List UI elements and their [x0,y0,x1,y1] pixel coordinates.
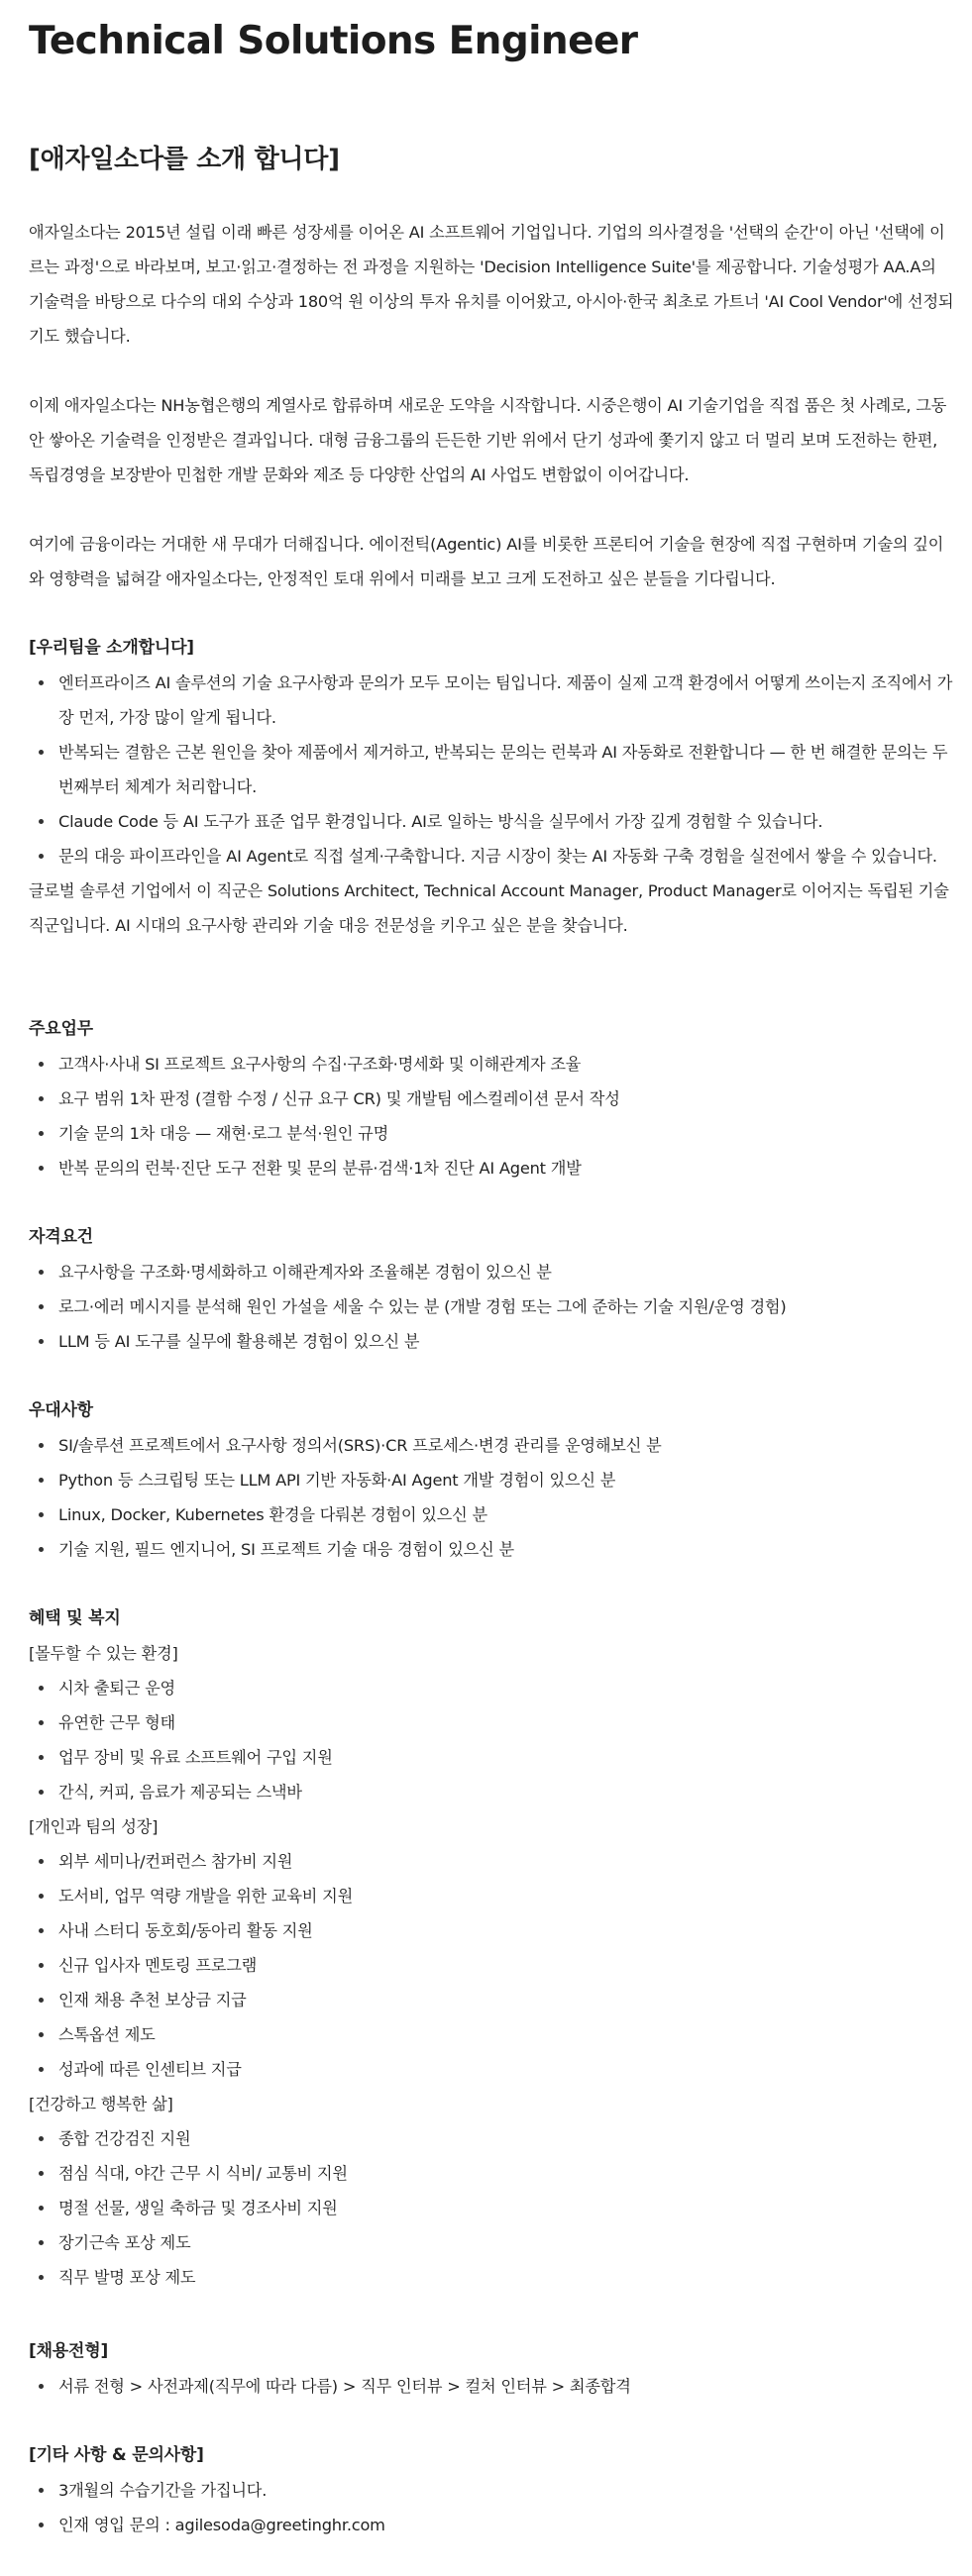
list-item: 서류 전형 > 사전과제(직무에 따라 다름) > 직무 인터뷰 > 컬처 인터뷰 > 최종합격 [29,2369,955,2404]
intro-paragraph [29,215,955,354]
list-item: Claude Code 등 AI 도구가 표준 업무 환경입니다. AI로 일하는 방식을 실무에서 가장 깊게 경험할 수 있습니다. [29,804,955,839]
etc-section [29,2438,955,2542]
intro-paragraph [29,388,955,492]
team-section [29,631,955,943]
intro-heading: [애자일소다를 소개 합니다] [29,145,340,174]
duties-list [29,1047,955,1185]
hiring-section [29,2334,955,2404]
requirements-list [29,1255,955,1359]
intro-paragraph-text: 여기에 금융이라는 거대한 새 무대가 더해집니다. 에이전틱(Agentic) AI를 비롯한 프론티어 기술을 현장에 직접 구현하며 기술의 깊이와 영향력을 넓혀갈 애자일소다는, 안정적인 토대 위에서 미래를 보고 크게 도전하고 싶은 분들을 기다립니다. [29,535,944,588]
team-heading: [우리팀을 소개합니다] [29,638,194,658]
list-item: LLM 등 AI 도구를 실무에 활용해본 경험이 있으신 분 [29,1324,955,1359]
page-title: Technical Solutions Engineer [29,19,638,63]
list-item: 인재 채용 추천 보상금 지급 [29,1983,955,2017]
list-item: 인재 영입 문의 : agilesoda@greetinghr.com [29,2508,955,2542]
list-item: Python 등 스크립팅 또는 LLM API 기반 자동화·AI Agent 개발 경험이 있으신 분 [29,1463,955,1497]
etc-list [29,2473,955,2542]
benefit-group-label: [개인과 팀의 성장] [29,1817,159,1836]
requirements-heading: 자격요건 [29,1227,93,1247]
list-item: 외부 세미나/컨퍼런스 참가비 지원 [29,1844,955,1879]
preferred-section [29,1393,955,1567]
job-posting [0,0,950,63]
list-item: 기술 지원, 필드 엔지니어, SI 프로젝트 기술 대응 경험이 있으신 분 [29,1532,955,1567]
list-item: 종합 건강검진 지원 [29,2121,955,2156]
list-item: 문의 대응 파이프라인을 AI Agent로 직접 설계·구축합니다. 지금 시장이 찾는 AI 자동화 구축 경험을 실전에서 쌓을 수 있습니다. [29,839,955,874]
benefit-list [29,2121,955,2295]
list-item: SI/솔루션 프로젝트에서 요구사항 정의서(SRS)·CR 프로세스·변경 관리를 운영해보신 분 [29,1428,955,1463]
benefit-group-label: [몰두할 수 있는 환경] [29,1644,178,1663]
benefit-list [29,1844,955,2087]
list-item: 시차 출퇴근 운영 [29,1671,955,1705]
list-item: 유연한 근무 형태 [29,1705,955,1740]
list-item: 장기근속 포상 제도 [29,2225,955,2260]
list-item: 명절 선물, 생일 축하금 및 경조사비 지원 [29,2191,955,2225]
list-item: 스톡옵션 제도 [29,2017,955,2052]
requirements-section [29,1220,955,1359]
list-item: 로그·에러 메시지를 분석해 원인 가설을 세울 수 있는 분 (개발 경험 또는 그에 준하는 기술 지원/운영 경험) [29,1289,955,1324]
list-item: 요구사항을 구조화·명세화하고 이해관계자와 조율해본 경험이 있으신 분 [29,1255,955,1289]
list-item: 기술 문의 1차 대응 — 재현·로그 분석·원인 규명 [29,1116,955,1151]
list-item: 반복되는 결함은 근본 원인을 찾아 제품에서 제거하고, 반복되는 문의는 런북과 AI 자동화로 전환합니다 — 한 번 해결한 문의는 두 번째부터 체계가 처리합니다. [29,735,955,804]
list-item: 도서비, 업무 역량 개발을 위한 교육비 지원 [29,1879,955,1913]
duties-section [29,1012,955,1185]
benefits-section [29,1601,955,2295]
hiring-heading: [채용전형] [29,2341,109,2361]
team-list [29,666,955,874]
list-item: 업무 장비 및 유료 소프트웨어 구입 지원 [29,1740,955,1775]
intro-paragraph-text: 이제 애자일소다는 NH농협은행의 계열사로 합류하며 새로운 도약을 시작합니다. 시중은행이 AI 기술기업을 직접 품은 첫 사례로, 그동안 쌓아온 기술력을 인정받은 결과입니다. 대형 금융그룹의 든든한 기반 위에서 단기 성과에 쫓기지 않고 더 멀리 보며 도전하는 한편, 독립경영을 보장받아 민첩한 개발 문화와 제조 등 다양한 산업의 AI 사업도 변함없이 이어갑니다. [29,396,947,484]
list-item: 요구 범위 1차 판정 (결함 수정 / 신규 요구 CR) 및 개발팀 에스컬레이션 문서 작성 [29,1082,955,1116]
benefit-group-label: [건강하고 행복한 삶] [29,2095,173,2113]
list-item: 점심 식대, 야간 근무 시 식비/ 교통비 지원 [29,2156,955,2191]
list-item: 사내 스터디 동호회/동아리 활동 지원 [29,1913,955,1948]
preferred-list [29,1428,955,1567]
duties-heading: 주요업무 [29,1019,93,1039]
list-item: 신규 입사자 멘토링 프로그램 [29,1948,955,1983]
team-closing: 글로벌 솔루션 기업에서 이 직군은 Solutions Architect, Technical Account Manager, Product Manager로 이어지는 독립된 기술 직군입니다. AI 시대의 요구사항 관리와 기술 대응 전문성을 키우고 싶은 분을 찾습니다. [29,881,949,935]
etc-heading: [기타 사항 & 문의사항] [29,2445,204,2465]
list-item: Linux, Docker, Kubernetes 환경을 다뤄본 경험이 있으신 분 [29,1497,955,1532]
list-item: 간식, 커피, 음료가 제공되는 스낵바 [29,1775,955,1809]
list-item: 반복 문의의 런북·진단 도구 전환 및 문의 분류·검색·1차 진단 AI Agent 개발 [29,1151,955,1185]
list-item: 직무 발명 포상 제도 [29,2260,955,2295]
list-item: 3개월의 수습기간을 가집니다. [29,2473,955,2508]
preferred-heading: 우대사항 [29,1400,93,1420]
intro-paragraph [29,527,955,596]
list-item: 성과에 따른 인센티브 지급 [29,2052,955,2087]
list-item: 엔터프라이즈 AI 솔루션의 기술 요구사항과 문의가 모두 모이는 팀입니다. 제품이 실제 고객 환경에서 어떻게 쓰이는지 조직에서 가장 먼저, 가장 많이 알게 됩니다. [29,666,955,735]
benefit-list [29,1671,955,1809]
intro-paragraph-text: 애자일소다는 2015년 설립 이래 빠른 성장세를 이어온 AI 소프트웨어 기업입니다. 기업의 의사결정을 '선택의 순간'이 아닌 '선택에 이르는 과정'으로 바라보며, 보고·읽고·결정하는 전 과정을 지원하는 'Decision Intelligence Suite'를 제공합니다. 기술성평가 AA.A의 기술력을 바탕으로 다수의 대외 수상과 180억 원 이상의 투자 유치를 이어왔고, 아시아·한국 최초로 가트너 'AI Cool Vendor'에 선정되기도 했습니다. [29,223,954,346]
benefits-heading: 혜택 및 복지 [29,1608,121,1628]
list-item: 고객사·사내 SI 프로젝트 요구사항의 수집·구조화·명세화 및 이해관계자 조율 [29,1047,955,1082]
hiring-list [29,2369,955,2404]
